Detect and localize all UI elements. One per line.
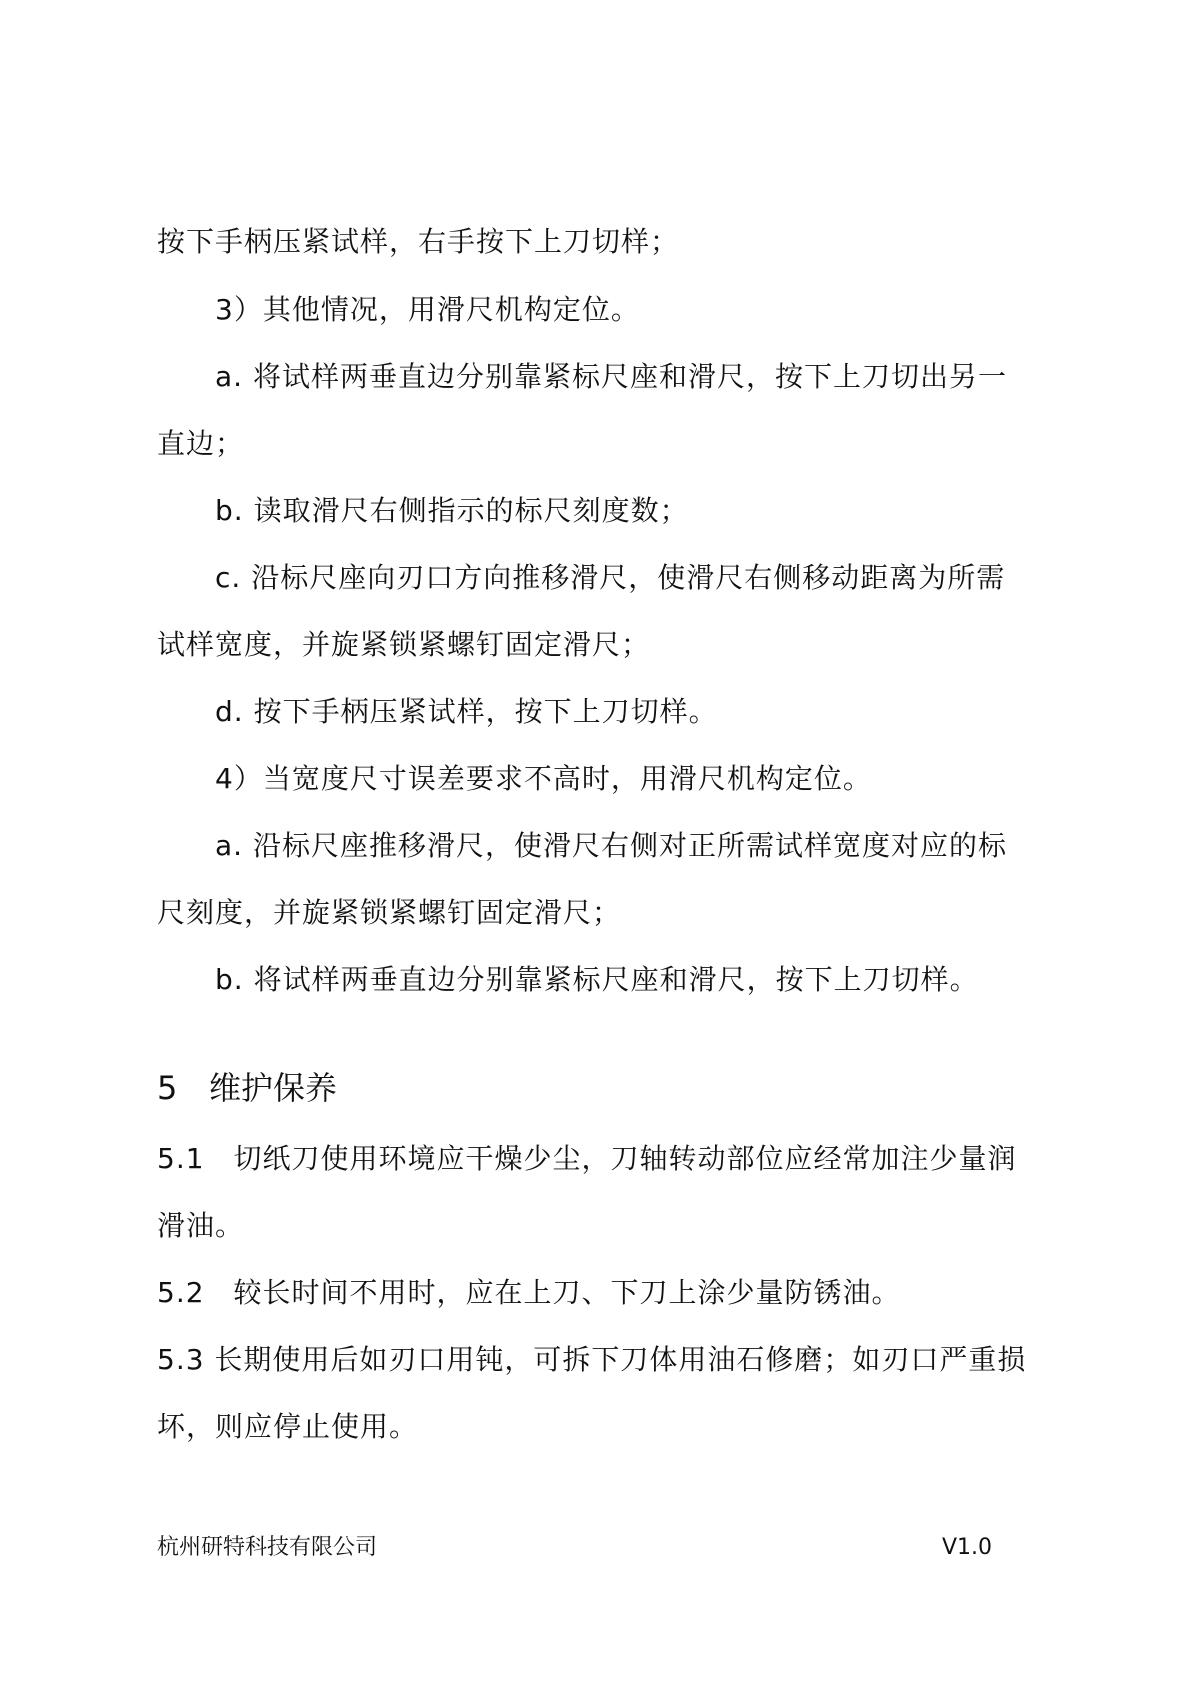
footer-company: 杭州研特科技有限公司 (157, 1535, 378, 1560)
body-line: d. 按下手柄压紧试样，按下上刀切样。 (215, 695, 718, 728)
item-line: 5.1 切纸刀使用环境应干燥少尘，刀轴转动部位应经常加注少量润 (157, 1142, 1017, 1175)
body-line: 尺刻度，并旋紧锁紧螺钉固定滑尺； (157, 896, 622, 929)
body-line: 3）其他情况，用滑尺机构定位。 (215, 293, 640, 326)
section-number: 5 (157, 1069, 178, 1107)
item-line: 5.2 较长时间不用时，应在上刀、下刀上涂少量防锈油。 (157, 1276, 901, 1309)
item-line: 滑油。 (157, 1209, 245, 1242)
body-line: 直边； (157, 427, 245, 460)
body-line: b. 将试样两垂直边分别靠紧标尺座和滑尺，按下上刀切样。 (215, 963, 979, 996)
body-line: b. 读取滑尺右侧指示的标尺刻度数； (215, 494, 689, 527)
body-line: 试样宽度，并旋紧锁紧螺钉固定滑尺； (157, 628, 651, 661)
item-line: 坏，则应停止使用。 (157, 1410, 419, 1443)
body-line: a. 沿标尺座推移滑尺，使滑尺右侧对正所需试样宽度对应的标 (215, 829, 1007, 862)
section-title: 维护保养 (209, 1069, 338, 1107)
body-line: 4）当宽度尺寸误差要求不高时，用滑尺机构定位。 (215, 762, 872, 795)
body-line: 按下手柄压紧试样，右手按下上刀切样； (157, 225, 680, 258)
footer-version: V1.0 (942, 1535, 993, 1560)
section-heading (157, 1068, 337, 1108)
body-line: a. 将试样两垂直边分别靠紧标尺座和滑尺，按下上刀切出另一 (215, 360, 1007, 393)
item-line: 5.3 长期使用后如刃口用钝，可拆下刀体用油石修磨；如刃口严重损 (157, 1343, 1027, 1376)
body-line: c. 沿标尺座向刃口方向推移滑尺，使滑尺右侧移动距离为所需 (215, 561, 1006, 594)
